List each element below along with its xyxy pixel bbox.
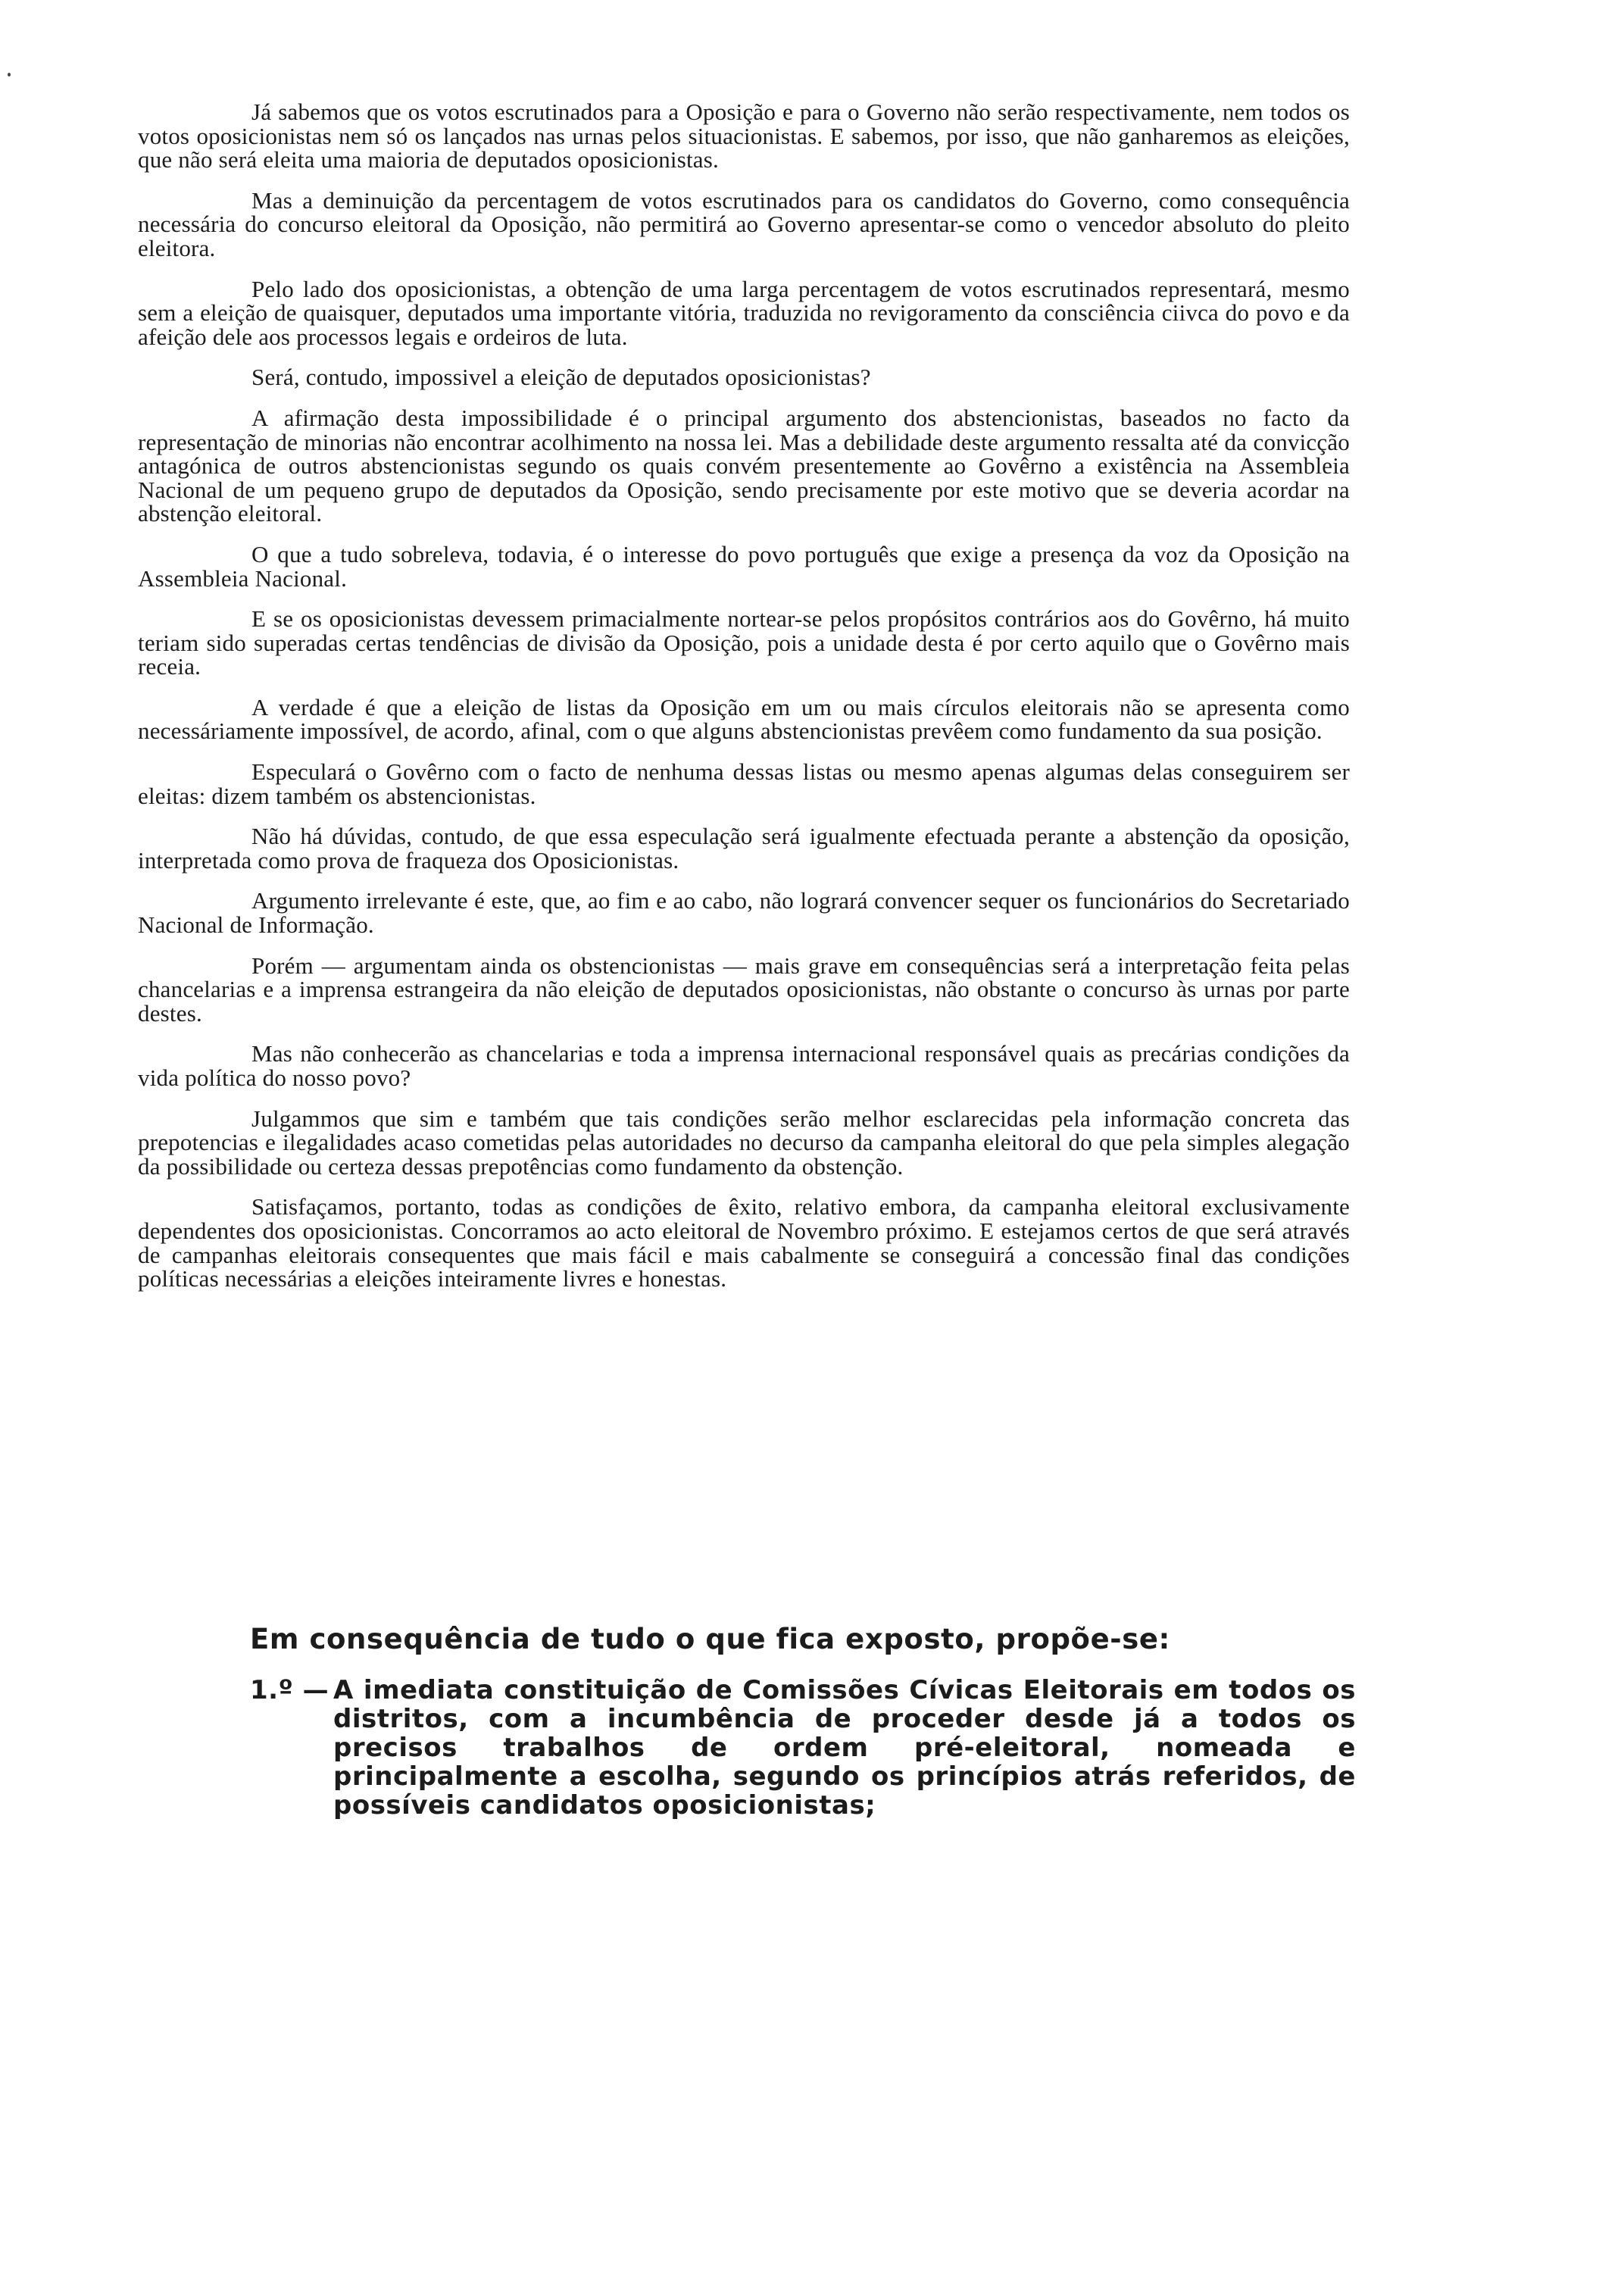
- paragraph: Argumento irrelevante é este, que, ao fim e ao cabo, não logrará convencer sequer os funcionários do Secretariado Nacional de Informação.: [138, 887, 1350, 939]
- scan-speck: [8, 73, 11, 77]
- paragraph: Será, contudo, impossivel a eleição de deputados oposicionistas?: [251, 364, 871, 391]
- proposal-item-number: 1.º —: [250, 1675, 329, 1705]
- paragraph: A verdade é que a eleição de listas da Oposição em um ou mais círculos eleitorais não se apresenta como necessáriamente impossível, de acordo, afinal, com o que alguns abstencionistas prevêem como fundamento da sua posição.: [138, 693, 1350, 745]
- paragraph: A afirmação desta impossibilidade é o principal argumento dos abstencionistas, baseados no facto da representação de minorias não encontrar acolhimento na nossa lei. Mas a debilidade deste argumento ressalta até da convicção antagónica de outros abstencionistas segundo os quais convém presentemente ao Govêrno a existência na Assembleia Nacional de um pequeno grupo de deputados da Oposição, sendo precisamente por este motivo que se deveria acordar na abstenção eleitoral.: [138, 404, 1350, 527]
- proposal-item-text: A imediata constituição de Comissões Cívicas Eleitorais em todos os distritos, com a incumbência de proceder desde já a todos os precisos trabalhos de ordem pré-eleitoral, nomeada e principalmente a escolha, segundo os princípios atrás referidos, de possíveis candidatos oposicionistas;: [333, 1675, 1356, 1821]
- proposal-heading: Em consequência de tudo o que fica exposto, propõe-se:: [250, 1623, 1170, 1655]
- paragraph: Já sabemos que os votos escrutinados para a Oposição e para o Governo não serão respectivamente, nem todos os votos oposicionistas nem só os lançados nas urnas pelos situacionistas. E sabemos, por isso, que não ganharemos as eleições, que não será eleita uma maioria de deputados oposicionistas.: [138, 98, 1350, 173]
- paragraph: Julgammos que sim e também que tais condições serão melhor esclarecidas pela informação concreta das prepotencias e ilegalidades acaso cometidas pelas autoridades no decurso da campanha eleitoral do que pela simples alegação da possibilidade ou certeza dessas prepotências como fundamento da obstenção.: [138, 1105, 1350, 1180]
- paragraph: Satisfaçamos, portanto, todas as condições de êxito, relativo embora, da campanha eleitoral exclusivamente dependentes dos oposicionistas. Concorramos ao acto eleitoral de Novembro próximo. E estejamos certos de que será através de campanhas eleitorais consequentes que mais fácil e mais cabalmente se conseguirá a concessão final das condições políticas necessárias a eleições inteiramente livres e honestas.: [138, 1193, 1350, 1292]
- paragraph: Mas não conhecerão as chancelarias e toda a imprensa internacional responsável quais as precárias condições da vida política do nosso povo?: [138, 1040, 1350, 1091]
- paragraph: Porém — argumentam ainda os obstencionistas — mais grave em consequências será a interpretação feita pelas chancelarias e a imprensa estrangeira da não eleição de deputados oposicionistas, não obstante o concurso às urnas por parte destes.: [138, 952, 1350, 1027]
- paragraph: Especulará o Govêrno com o facto de nenhuma dessas listas ou mesmo apenas algumas delas conseguirem ser eleitas: dizem também os abstencionistas.: [138, 758, 1350, 809]
- body-text: [138, 100, 1350, 1308]
- paragraph: Não há dúvidas, contudo, de que essa especulação será igualmente efectuada perante a abstenção da oposição, interpretada como prova de fraqueza dos Oposicionistas.: [138, 823, 1350, 874]
- paragraph: O que a tudo sobreleva, todavia, é o interesse do povo português que exige a presença da voz da Oposição na Assembleia Nacional.: [138, 540, 1350, 592]
- paragraph: Mas a deminuição da percentagem de votos escrutinados para os candidatos do Governo, como consequência necessária do concurso eleitoral da Oposição, não permitirá ao Governo apresentar-se como o vencedor absoluto do pleito eleitora.: [138, 186, 1350, 261]
- proposal-section: [250, 1623, 1356, 1820]
- paragraph: E se os oposicionistas devessem primacialmente nortear-se pelos propósitos contrários aos do Govêrno, há muito teriam sido superadas certas tendências de divisão da Oposição, pois a unidade desta é por certo aquilo que o Govêrno mais receia.: [138, 605, 1350, 680]
- paragraph: Pelo lado dos oposicionistas, a obtenção de uma larga percentagem de votos escrutinados representará, mesmo sem a eleição de quaisquer, deputados uma importante vitória, traduzida no revigoramento da consciência ciivca do povo e da afeição dele aos processos legais e ordeiros de luta.: [138, 275, 1350, 350]
- proposal-item: [250, 1676, 1356, 1820]
